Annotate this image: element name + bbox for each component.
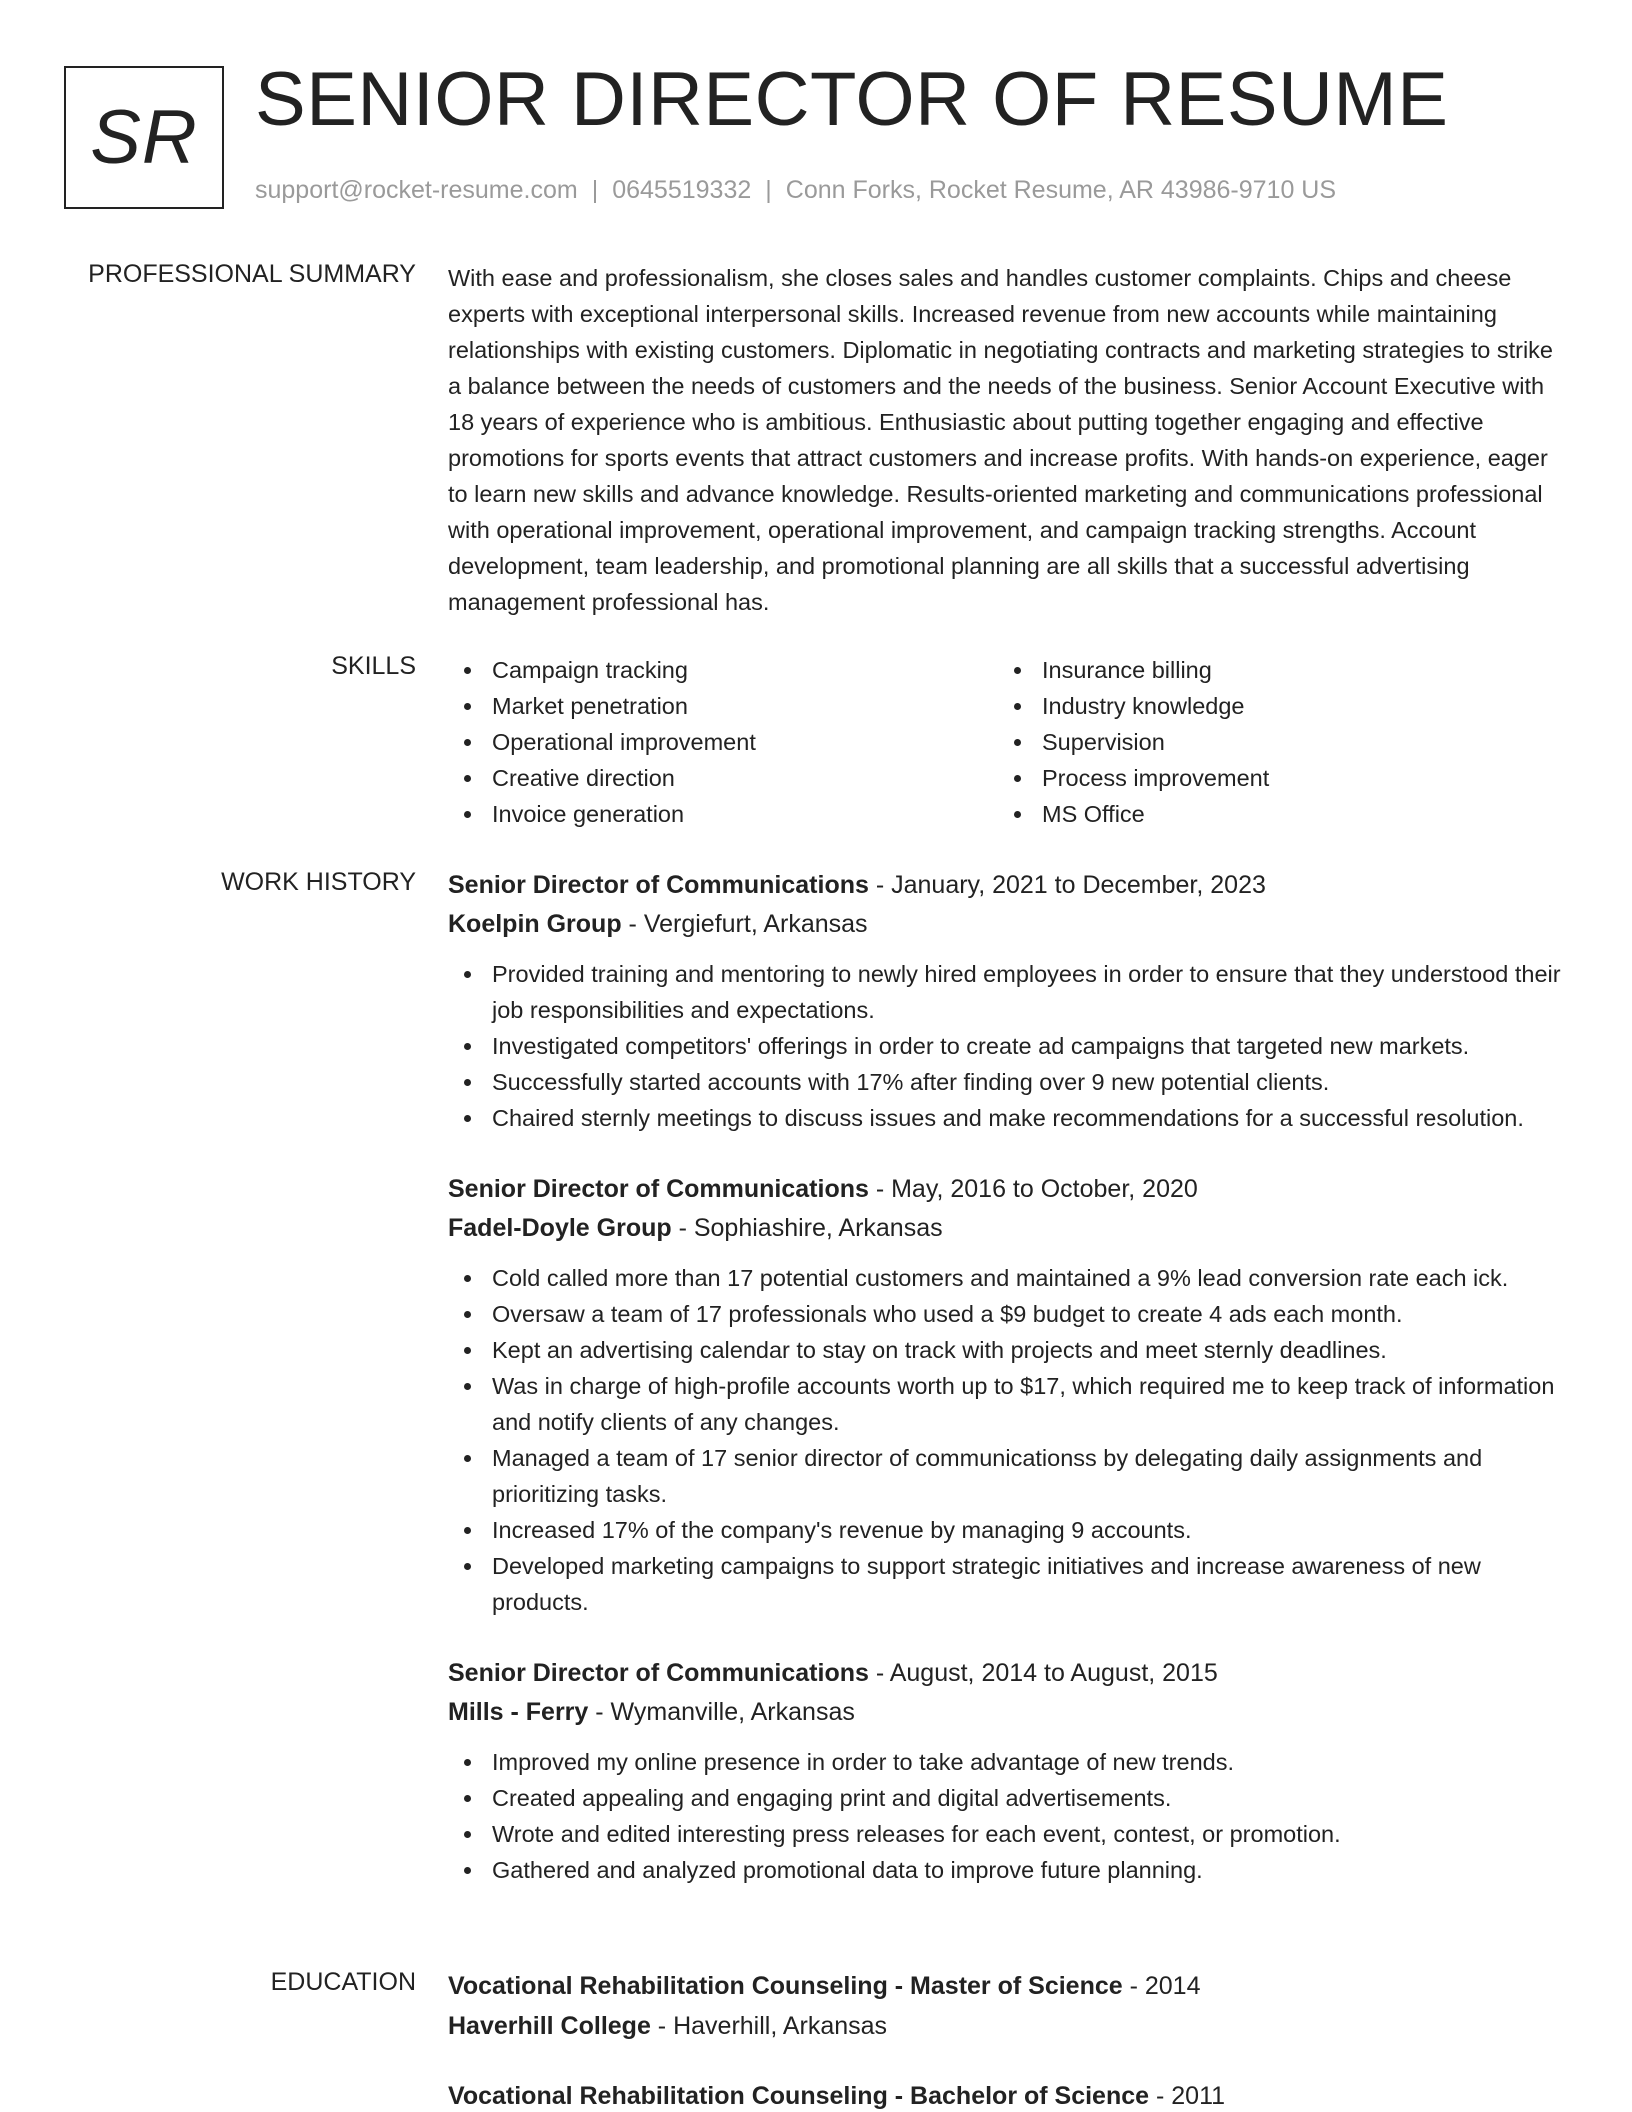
contact-line [255, 176, 1336, 205]
section-label-skills: SKILLS [331, 652, 416, 680]
job-bullet: Wrote and edited interesting press releases for each event, contest, or promotion. [448, 1816, 1568, 1852]
job-location: - Sophiashire, Arkansas [671, 1214, 943, 1242]
education-entry [448, 1966, 1568, 2046]
education-school-line [448, 2006, 1568, 2046]
job-title-line [448, 866, 1568, 905]
job-bullet: Was in charge of high-profile accounts worth up to $17, which required me to keep track of information and notify clients of any changes. [448, 1368, 1568, 1440]
job-bullet: Successfully started accounts with 17% after finding over 9 new potential clients. [448, 1064, 1568, 1100]
education-year: - 2014 [1122, 1972, 1201, 2000]
contact-email: support@rocket-resume.com [255, 176, 578, 204]
job-title: Senior Director of Communications [448, 1175, 869, 1203]
job-company-line [448, 1209, 1568, 1248]
job-title-line [448, 1170, 1568, 1209]
skill-item: Operational improvement [448, 724, 998, 760]
skill-item: Supervision [998, 724, 1548, 760]
education-school: Haverhill College [448, 2012, 651, 2040]
summary-text: With ease and professionalism, she closes sales and handles customer complaints. Chips and cheese experts with exceptional interpersonal skills. Increased revenue from new accounts while maintaining relationships with existing customers. Diplomatic in negotiating contracts and marketing strategies to strike a balance between the needs of customers and the needs of the business. Senior Account Executive with 18 years of experience who is ambitious. Enthusiastic about putting together engaging and effective promotions for sports events that attract customers and increase profits. With hands-on experience, eager to learn new skills and advance knowledge. Results-oriented marketing and communications professional with operational improvement, operational improvement, and campaign tracking strengths. Account development, team leadership, and promotional planning are all skills that a successful advertising management professional has. [448, 265, 1554, 615]
job-bullet: Provided training and mentoring to newly hired employees in order to ensure that they understood their job responsibilities and expectations. [448, 956, 1568, 1028]
job-bullet: Increased 17% of the company's revenue by managing 9 accounts. [448, 1512, 1568, 1548]
education-location: - Haverhill, Arkansas [650, 2012, 888, 2040]
job-company: Koelpin Group [448, 910, 622, 938]
job-bullet: Cold called more than 17 potential customers and maintained a 9% lead conversion rate each ick. [448, 1260, 1568, 1296]
job-bullet: Investigated competitors' offerings in order to create ad campaigns that targeted new markets. [448, 1028, 1568, 1064]
skill-item: Industry knowledge [998, 688, 1548, 724]
job-location: - Vergiefurt, Arkansas [621, 910, 868, 938]
education-content [448, 1966, 1568, 2112]
job-entry [448, 1654, 1568, 1888]
section-label-summary: PROFESSIONAL SUMMARY [88, 260, 416, 288]
job-bullet: Kept an advertising calendar to stay on track with projects and meet sternly deadlines. [448, 1332, 1568, 1368]
job-title-line [448, 1654, 1568, 1693]
contact-separator: | [765, 176, 772, 204]
skill-item: Campaign tracking [448, 652, 998, 688]
work-history-content [448, 866, 1568, 1922]
resume-name: SENIOR DIRECTOR OF RESUME [255, 57, 1449, 142]
contact-address: Conn Forks, Rocket Resume, AR 43986-9710 US [785, 176, 1337, 204]
job-bullet: Improved my online presence in order to take advantage of new trends. [448, 1744, 1568, 1780]
section-label-work-history: WORK HISTORY [221, 868, 416, 896]
job-company-line [448, 1693, 1568, 1732]
job-entry [448, 1170, 1568, 1620]
skills-columns [448, 652, 1568, 832]
job-bullet: Developed marketing campaigns to support strategic initiatives and increase awareness of new products. [448, 1548, 1568, 1620]
job-bullet: Gathered and analyzed promotional data to improve future planning. [448, 1852, 1568, 1888]
education-degree: Vocational Rehabilitation Counseling - Bachelor of Science [448, 2082, 1150, 2110]
education-degree: Vocational Rehabilitation Counseling - Master of Science [448, 1972, 1123, 2000]
job-bullets [448, 956, 1568, 1136]
education-entry [448, 2076, 1568, 2112]
skill-item: Market penetration [448, 688, 998, 724]
job-title: Senior Director of Communications [448, 1659, 869, 1687]
job-entry [448, 866, 1568, 1136]
job-bullet: Oversaw a team of 17 professionals who used a $9 budget to create 4 ads each month. [448, 1296, 1568, 1332]
job-bullets [448, 1260, 1568, 1620]
education-year: - 2011 [1149, 2082, 1226, 2110]
skill-item: Creative direction [448, 760, 998, 796]
job-bullets [448, 1744, 1568, 1888]
job-location: - Wymanville, Arkansas [588, 1698, 855, 1726]
job-dates: - January, 2021 to December, 2023 [868, 871, 1266, 899]
skill-item: MS Office [998, 796, 1548, 832]
job-dates: - August, 2014 to August, 2015 [868, 1659, 1218, 1687]
skill-item: Insurance billing [998, 652, 1548, 688]
job-company: Fadel-Doyle Group [448, 1214, 672, 1242]
job-dates: - May, 2016 to October, 2020 [868, 1175, 1198, 1203]
job-company: Mills - Ferry [448, 1698, 589, 1726]
contact-separator: | [591, 176, 599, 204]
skill-item: Invoice generation [448, 796, 998, 832]
skills-list-left [448, 652, 998, 832]
job-company-line [448, 905, 1568, 944]
section-label-education: EDUCATION [270, 1968, 416, 1996]
contact-phone: 0645519332 [612, 176, 752, 204]
skill-item: Process improvement [998, 760, 1548, 796]
job-bullet: Chaired sternly meetings to discuss issues and make recommendations for a successful resolution. [448, 1100, 1568, 1136]
job-title: Senior Director of Communications [448, 871, 869, 899]
education-degree-line [448, 1966, 1568, 2006]
job-bullet: Created appealing and engaging print and digital advertisements. [448, 1780, 1568, 1816]
monogram-initials: SR [64, 66, 224, 209]
job-bullet: Managed a team of 17 senior director of communicationss by delegating daily assignments and prioritizing tasks. [448, 1440, 1568, 1512]
skills-content [448, 652, 1568, 832]
skills-list-right [998, 652, 1548, 832]
education-degree-line [448, 2076, 1568, 2112]
